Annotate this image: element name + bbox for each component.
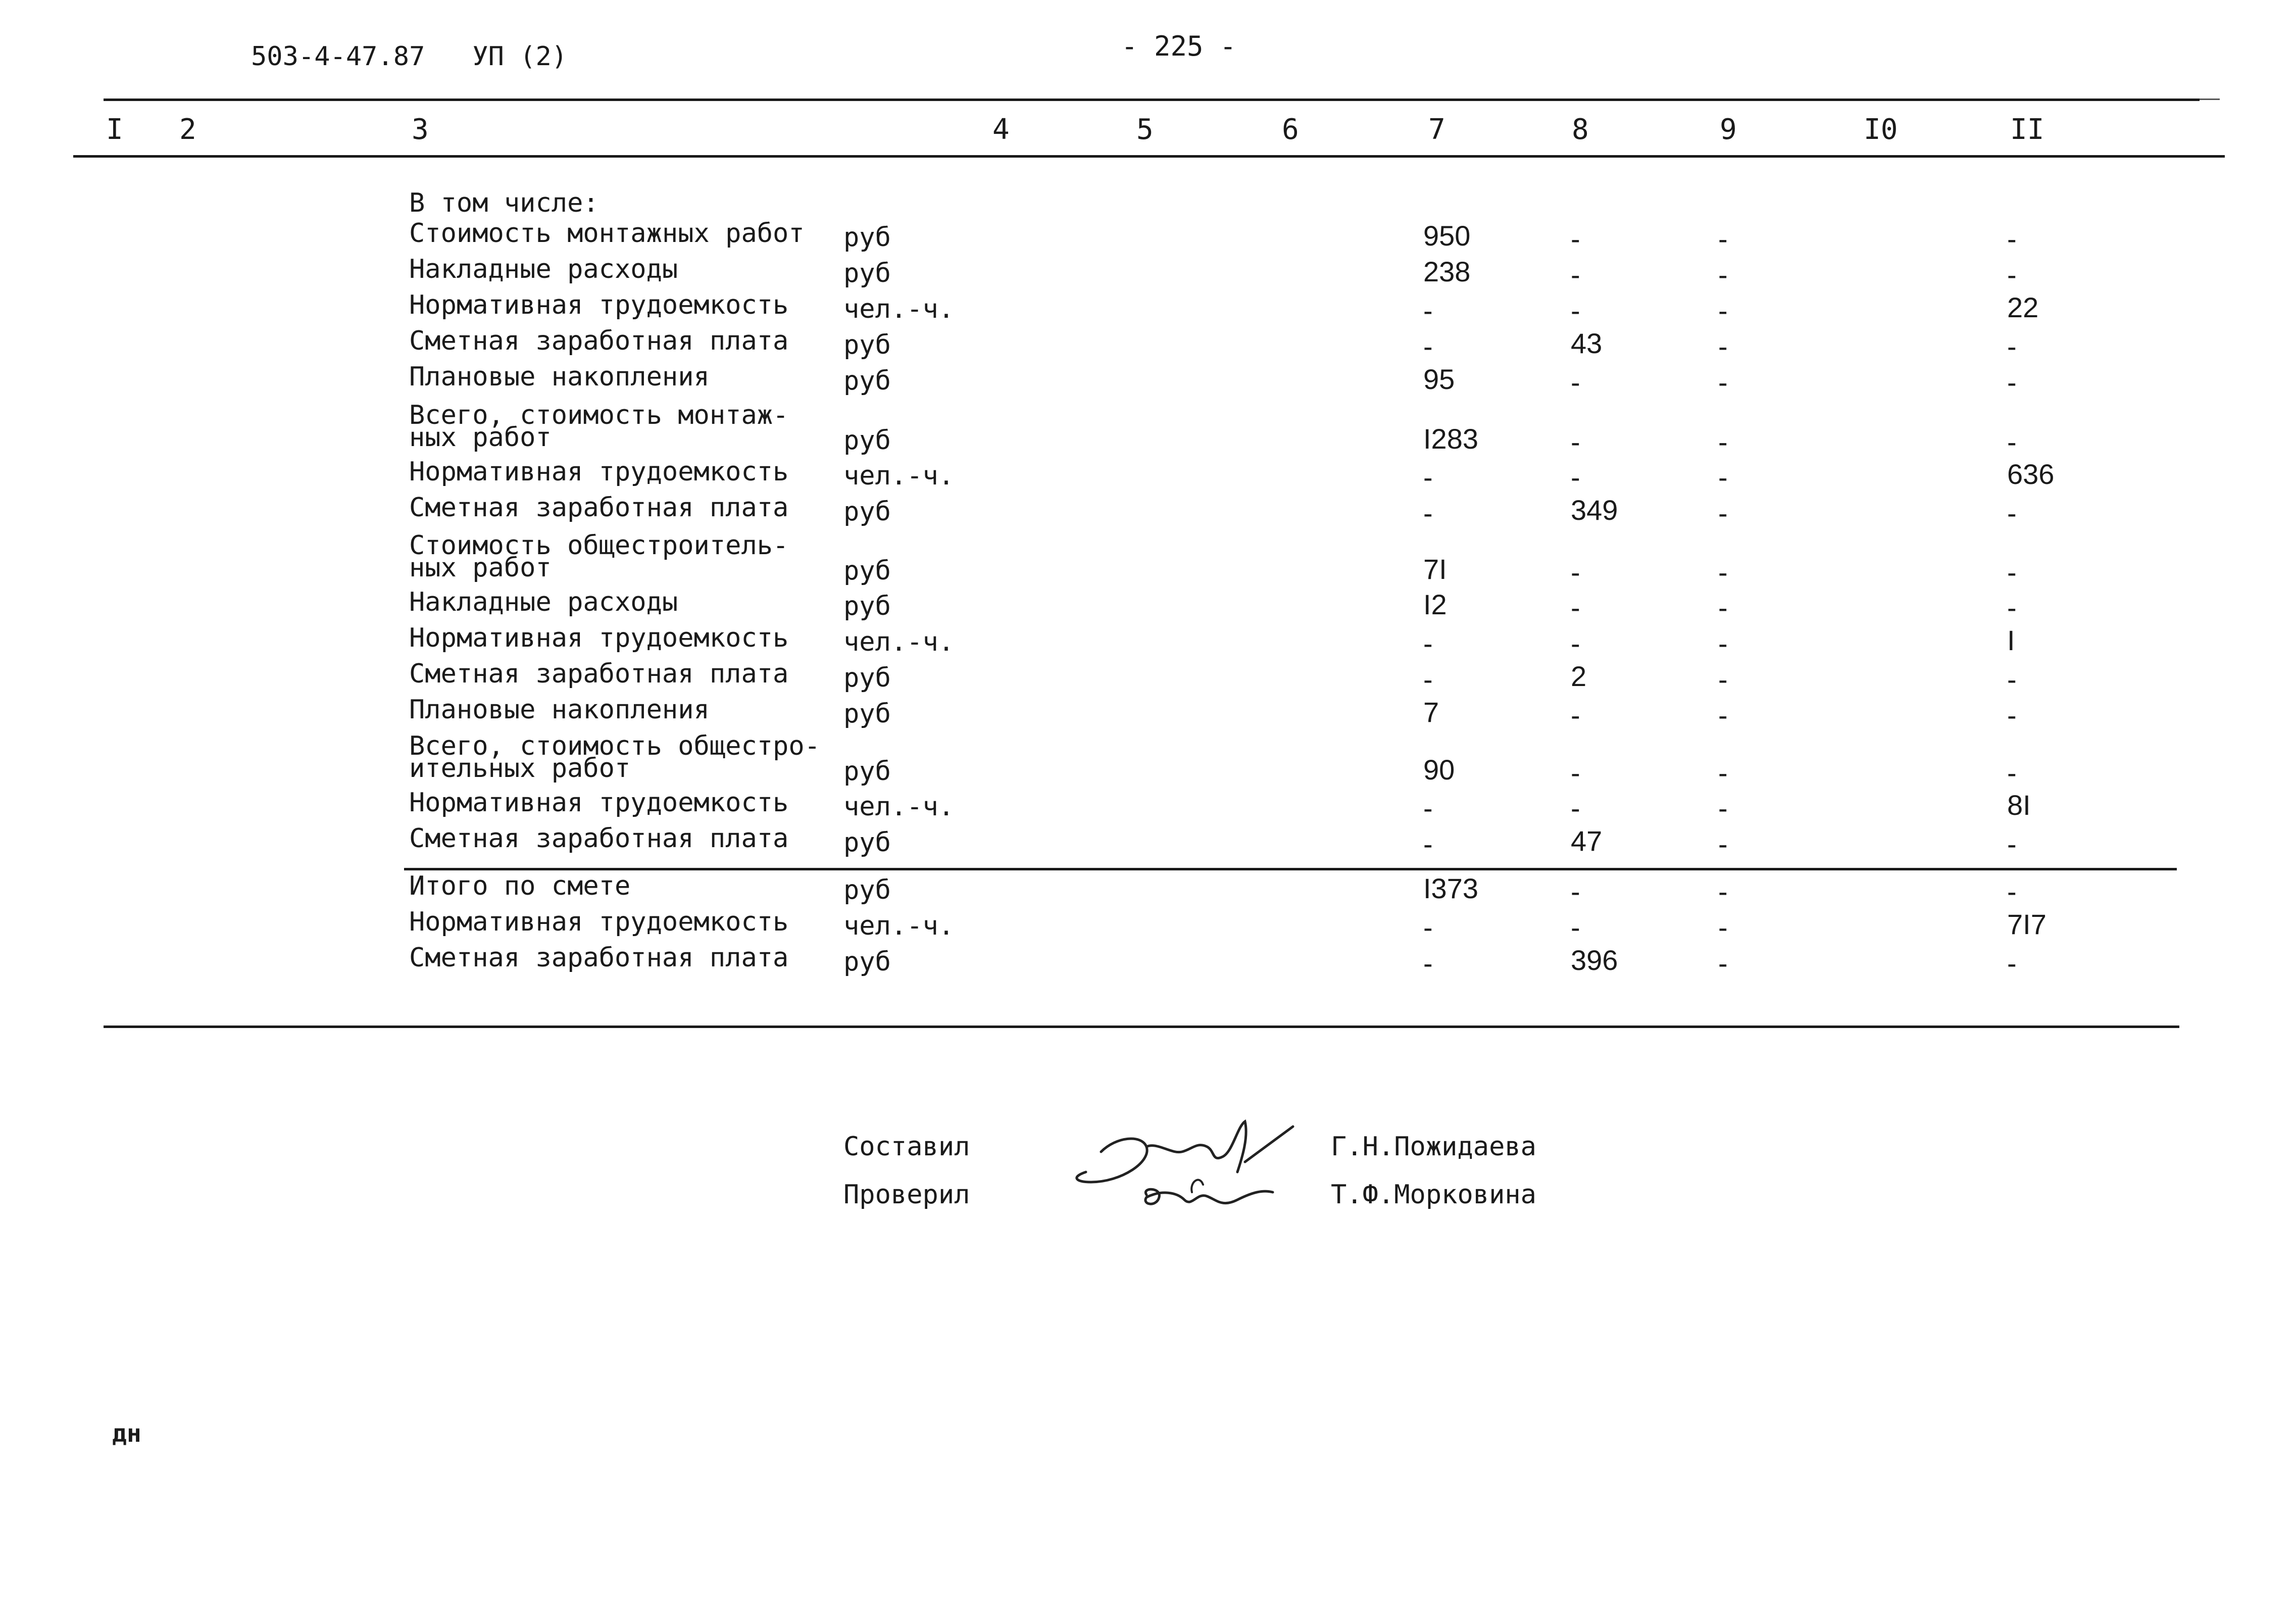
bottom-rule xyxy=(104,1026,2179,1028)
col8-value: - xyxy=(1571,223,1580,255)
col9-value: - xyxy=(1718,295,1728,326)
col9-value: - xyxy=(1718,792,1728,824)
row-unit: руб xyxy=(843,699,891,729)
col8-value: 349 xyxy=(1571,494,1618,526)
row-name: Накладные расходы xyxy=(409,587,678,617)
column-number: 3 xyxy=(412,113,429,146)
col11-value: - xyxy=(2007,330,2017,362)
row-unit: руб xyxy=(843,366,891,396)
row-unit: руб xyxy=(843,425,891,456)
table-row xyxy=(0,587,2296,626)
col7-value: 90 xyxy=(1423,754,1455,786)
row-name: Всего, стоимость монтаж- ных работ xyxy=(409,400,789,453)
col8-value: - xyxy=(1571,556,1580,588)
row-name: Стоимость общестроитель- ных работ xyxy=(409,530,789,583)
col7-value: I283 xyxy=(1423,423,1478,455)
row-unit: руб xyxy=(843,497,891,527)
col7-value: - xyxy=(1423,627,1433,659)
top-rule-tail xyxy=(2200,99,2220,100)
col8-value: - xyxy=(1571,911,1580,943)
col7-value: - xyxy=(1423,828,1433,860)
col8-value: - xyxy=(1571,461,1580,493)
col8-value: 47 xyxy=(1571,825,1603,857)
row-name: Стоимость монтажных работ xyxy=(409,218,805,249)
col9-value: - xyxy=(1718,947,1728,979)
table-row xyxy=(0,731,2296,791)
row-name: Плановые накопления xyxy=(409,362,710,392)
column-number: 5 xyxy=(1136,113,1154,146)
col8-value: - xyxy=(1571,366,1580,398)
table-row xyxy=(0,254,2296,294)
column-number: 4 xyxy=(992,113,1010,146)
table-row xyxy=(0,218,2296,258)
row-unit: руб xyxy=(843,330,891,360)
col7-value: - xyxy=(1423,663,1433,695)
handwritten-signature xyxy=(1071,1106,1303,1228)
col8-value: - xyxy=(1571,592,1580,623)
col11-value: 8I xyxy=(2007,789,2031,821)
col11-value: - xyxy=(2007,828,2017,860)
table-row xyxy=(0,326,2296,365)
col9-value: - xyxy=(1718,875,1728,907)
row-name: Сметная заработная плата xyxy=(409,823,789,854)
col11-value: - xyxy=(2007,259,2017,290)
column-number: 9 xyxy=(1720,113,1737,146)
row-name: Нормативная трудоемкость xyxy=(409,907,789,937)
table-row xyxy=(0,659,2296,698)
col11-value: - xyxy=(2007,426,2017,458)
col9-value: - xyxy=(1718,699,1728,731)
col11-value: - xyxy=(2007,663,2017,695)
row-unit: чел.-ч. xyxy=(843,911,955,941)
col7-value: 238 xyxy=(1423,256,1471,287)
col7-value: - xyxy=(1423,792,1433,824)
col8-value: - xyxy=(1571,259,1580,290)
document-sheet: УП (2) xyxy=(472,41,568,72)
col11-value: - xyxy=(2007,875,2017,907)
col7-value: 7 xyxy=(1423,696,1439,728)
col7-value: 95 xyxy=(1423,363,1455,395)
col9-value: - xyxy=(1718,828,1728,860)
column-number: 7 xyxy=(1428,113,1445,146)
col7-value: - xyxy=(1423,461,1433,493)
header-bottom-rule xyxy=(73,155,2225,158)
row-name: Нормативная трудоемкость xyxy=(409,623,789,653)
column-number: II xyxy=(2010,113,2044,146)
col9-value: - xyxy=(1718,592,1728,623)
row-unit: чел.-ч. xyxy=(843,294,955,324)
row-name: Сметная заработная плата xyxy=(409,493,789,523)
table-row xyxy=(0,362,2296,401)
row-name: Всего, стоимость общестро- ительных работ xyxy=(409,731,820,784)
column-number: 2 xyxy=(179,113,196,146)
row-unit: руб xyxy=(843,556,891,586)
document-code xyxy=(251,41,567,72)
col11-value: - xyxy=(2007,366,2017,398)
col8-value: - xyxy=(1571,757,1580,789)
checked-by-name: Т.Ф.Морковина xyxy=(1331,1180,1536,1210)
table-row xyxy=(0,530,2296,590)
col8-value: - xyxy=(1571,792,1580,824)
col11-value: - xyxy=(2007,757,2017,789)
row-unit: руб xyxy=(843,947,891,977)
row-name: Накладные расходы xyxy=(409,254,678,284)
col11-value: 636 xyxy=(2007,458,2055,490)
col9-value: - xyxy=(1718,497,1728,529)
col9-value: - xyxy=(1718,223,1728,255)
row-unit: чел.-ч. xyxy=(843,627,955,657)
table-row xyxy=(0,400,2296,460)
col11-value: - xyxy=(2007,497,2017,529)
col9-value: - xyxy=(1718,461,1728,493)
col7-value: - xyxy=(1423,295,1433,326)
row-unit: руб xyxy=(843,222,891,253)
table-row xyxy=(0,457,2296,496)
row-unit: чел.-ч. xyxy=(843,461,955,491)
col7-value: - xyxy=(1423,947,1433,979)
col7-value: 950 xyxy=(1423,220,1471,252)
col7-value: I373 xyxy=(1423,872,1478,904)
col9-value: - xyxy=(1718,426,1728,458)
row-unit: руб xyxy=(843,827,891,858)
totals-divider xyxy=(404,868,2177,870)
compiled-by-label: Составил xyxy=(843,1132,970,1162)
top-rule xyxy=(104,99,2200,101)
row-unit: руб xyxy=(843,875,891,905)
col11-value: - xyxy=(2007,699,2017,731)
row-name: Итого по смете xyxy=(409,871,631,901)
col8-value: 396 xyxy=(1571,944,1618,976)
table-row xyxy=(0,623,2296,662)
table-row xyxy=(0,823,2296,863)
footer-mark: дн xyxy=(112,1420,141,1448)
table-row xyxy=(0,788,2296,827)
col8-value: - xyxy=(1571,627,1580,659)
col9-value: - xyxy=(1718,627,1728,659)
col9-value: - xyxy=(1718,330,1728,362)
total-row xyxy=(0,871,2296,910)
total-row xyxy=(0,943,2296,982)
col8-value: - xyxy=(1571,699,1580,731)
col9-value: - xyxy=(1718,757,1728,789)
table-row xyxy=(0,493,2296,532)
total-row xyxy=(0,907,2296,946)
row-name: Сметная заработная плата xyxy=(409,943,789,973)
column-number: 8 xyxy=(1572,113,1589,146)
row-name: Сметная заработная плата xyxy=(409,326,789,356)
column-number: I0 xyxy=(1864,113,1898,146)
col7-value: - xyxy=(1423,911,1433,943)
col7-value: - xyxy=(1423,330,1433,362)
row-unit: чел.-ч. xyxy=(843,792,955,822)
col8-value: - xyxy=(1571,426,1580,458)
col7-value: - xyxy=(1423,497,1433,529)
column-number: I xyxy=(106,113,123,146)
checked-by-label: Проверил xyxy=(843,1180,970,1210)
col11-value: - xyxy=(2007,556,2017,588)
row-unit: руб xyxy=(843,756,891,787)
row-name: Нормативная трудоемкость xyxy=(409,457,789,487)
row-name: Нормативная трудоемкость xyxy=(409,788,789,818)
col7-value: I2 xyxy=(1423,589,1447,620)
row-name: Нормативная трудоемкость xyxy=(409,290,789,320)
row-unit: руб xyxy=(843,663,891,693)
section-title: В том числе: xyxy=(409,188,599,218)
row-unit: руб xyxy=(843,258,891,288)
col11-value: I xyxy=(2007,624,2015,656)
col9-value: - xyxy=(1718,556,1728,588)
col9-value: - xyxy=(1718,911,1728,943)
col8-value: 2 xyxy=(1571,660,1587,692)
row-name: Плановые накопления xyxy=(409,695,710,725)
table-row xyxy=(0,290,2296,329)
col11-value: 7I7 xyxy=(2007,908,2047,940)
document-number: 503-4-47.87 xyxy=(251,41,425,72)
col11-value: - xyxy=(2007,223,2017,255)
col9-value: - xyxy=(1718,366,1728,398)
table-row xyxy=(0,695,2296,734)
col8-value: - xyxy=(1571,295,1580,326)
column-number: 6 xyxy=(1282,113,1299,146)
page-number: - 225 - xyxy=(1121,30,1236,62)
col8-value: 43 xyxy=(1571,327,1603,359)
compiled-by-name: Г.Н.Пожидаева xyxy=(1331,1132,1536,1162)
col11-value: - xyxy=(2007,947,2017,979)
col8-value: - xyxy=(1571,875,1580,907)
row-unit: руб xyxy=(843,591,891,621)
col9-value: - xyxy=(1718,663,1728,695)
col11-value: - xyxy=(2007,592,2017,623)
row-name: Сметная заработная плата xyxy=(409,659,789,689)
column-number-header xyxy=(0,113,2296,149)
col7-value: 7I xyxy=(1423,553,1447,585)
col11-value: 22 xyxy=(2007,291,2039,323)
col9-value: - xyxy=(1718,259,1728,290)
